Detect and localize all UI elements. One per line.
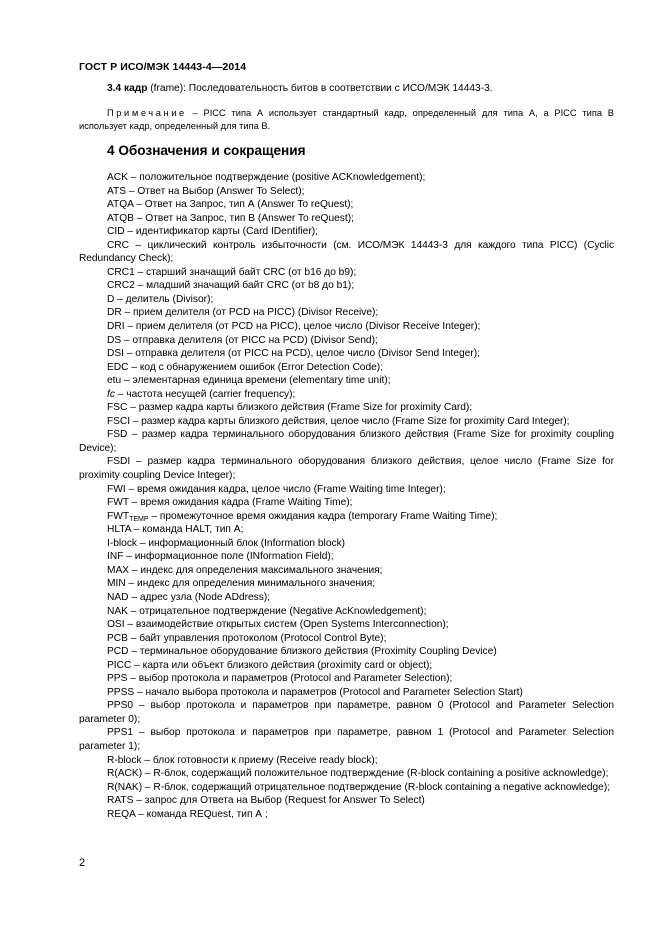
list-item: REQA – команда REQuest, тип А ; xyxy=(107,808,268,820)
list-item: DR – прием делителя (от PCD на PICC) (Divisor Receive); xyxy=(107,307,379,319)
section-title: 4 Обозначения и сокращения xyxy=(107,143,306,158)
list-item: ATQA – Ответ на Запрос, тип А (Answer To reQuest); xyxy=(107,199,354,211)
list-item: FWT – время ожидания кадра (Frame Waiting Time); xyxy=(107,497,353,509)
list-item: FSCI – размер кадра карты близкого действия, целое число (Frame Size for proximity Card Integer); xyxy=(107,415,570,427)
note-label: Примечание xyxy=(107,108,187,118)
list-item: CRC2 – младший значащий байт CRC (от b8 до b1); xyxy=(107,280,355,292)
list-item: PCB – байт управления протоколом (Protocol Control Byte); xyxy=(107,632,387,644)
list-item-fwt-temp xyxy=(79,510,614,524)
list-item: PCD – терминальное оборудование близкого действия (Proximity Coupling Device) xyxy=(107,646,497,658)
list-item: I-block – информационный блок (Information block) xyxy=(107,537,346,549)
fc-rest: – частота несущей (carrier frequency); xyxy=(114,388,296,400)
list-item: FSD – размер кадра терминального оборудования близкого действия (Frame Size for proximity coupling Device); xyxy=(79,429,614,454)
list-item: FWI – время ожидания кадра, целое число (Frame Waiting time Integer); xyxy=(107,483,446,495)
definition-term: 3.4 кадр xyxy=(107,83,148,94)
list-item: ACK – положительное подтверждение (positive ACKnowledgement); xyxy=(107,172,426,183)
list-item: NAK – отрицательное подтверждение (Negative AcKnowledgement); xyxy=(107,605,427,617)
list-item: INF – информационное поле (INformation Field); xyxy=(107,551,334,563)
list-item: DSI – отправка делителя (от PICC на PCD), целое число (Divisor Send Integer); xyxy=(107,348,480,360)
list-item: R-block – блок готовности к приему (Receive ready block); xyxy=(107,754,378,766)
list-item: OSI – взаимодействие открытых систем (Open Systems Interconnection); xyxy=(107,619,449,631)
list-item: DS – отправка делителя (от PICC на PCD) (Divisor Send); xyxy=(107,334,378,346)
list-item: DRI – прием делителя (от PCD на PICC), целое число (Divisor Receive Integer); xyxy=(107,321,481,333)
list-item: FSDI – размер кадра терминального оборудования близкого действия, целое число (Frame Size for proximity coupling Device Integer); xyxy=(79,456,614,482)
list-item: MIN – индекс для определения минимального значения; xyxy=(107,578,376,590)
list-item: PPS1 – выбор протокола и параметров при параметре, равном 1 (Protocol and Parameter Selection parameter 1); xyxy=(79,727,614,752)
fc-abbr: fc xyxy=(107,388,115,400)
list-item: etu – элементарная единица времени (elementary time unit); xyxy=(107,375,391,387)
definition-3-4 xyxy=(107,82,617,96)
list-item: NAD – адрес узла (Node ADdress); xyxy=(107,591,271,603)
standard-header: ГОСТ Р ИСО/МЭК 14443-4—2014 xyxy=(79,61,247,73)
fwt-temp-subscript: TEMP xyxy=(129,515,149,523)
list-item: PPS0 – выбор протокола и параметров при параметре, равном 0 (Protocol and Parameter Selection parameter 0); xyxy=(79,700,614,725)
list-item: CRC1 – старший значащий байт CRC (от b16 до b9); xyxy=(107,266,357,278)
list-item: FSC – размер кадра карты близкого действия (Frame Size for proximity Card); xyxy=(107,402,473,414)
definition-text: (frame): Последовательность битов в соответствии с ИСО/МЭК 14443-3. xyxy=(147,83,493,94)
note-text: – PICC типа А использует стандартный кадр, определенный для типа А, а PICC типа В использует кадр, определенный для типа В. xyxy=(79,108,614,131)
list-item: HLTA – команда HALT, тип А; xyxy=(107,524,244,536)
list-item: D – делитель (Divisor); xyxy=(107,293,214,305)
note-paragraph xyxy=(79,107,614,132)
abbreviations-list xyxy=(79,171,614,821)
list-item: R(NAK) – R-блок, содержащий отрицательное подтверждение (R-block containing a negative acknowledge); xyxy=(107,781,611,793)
list-item: CRC – циклический контроль избыточности (см. ИСО/МЭК 14443-3 для каждого типа PICC) (Cyclic Redundancy Check); xyxy=(79,239,614,265)
fwt-temp-rest: – промежуточное время ожидания кадра (temporary Frame Waiting Time); xyxy=(148,510,498,522)
list-item: ATQB – Ответ на Запрос, тип В (Answer To reQuest); xyxy=(107,212,354,224)
list-item: MAX – индекс для определения максимального значения; xyxy=(107,564,383,576)
list-item: CID – идентификатор карты (Card IDentifier); xyxy=(107,226,318,238)
list-item: PPSS – начало выбора протокола и параметров (Protocol and Parameter Selection Start) xyxy=(107,686,523,698)
fwt-temp-base: FWT xyxy=(107,510,130,522)
list-item: PICC – карта или объект близкого действия (proximity card or object); xyxy=(107,659,433,671)
list-item: RATS – запрос для Ответа на Выбор (Request for Answer To Select) xyxy=(107,795,425,807)
list-item: PPS – выбор протокола и параметров (Protocol and Parameter Selection); xyxy=(107,673,453,685)
list-item: EDC – код с обнаружением ошибок (Error Detection Code); xyxy=(107,361,384,373)
list-item: ATS – Ответ на Выбор (Answer To Select); xyxy=(107,185,305,197)
page-number: 2 xyxy=(79,857,86,869)
list-item: R(ACK) – R-блок, содержащий положительное подтверждение (R-block containing a positive acknowledge); xyxy=(107,768,609,780)
list-item-fc xyxy=(79,388,614,402)
